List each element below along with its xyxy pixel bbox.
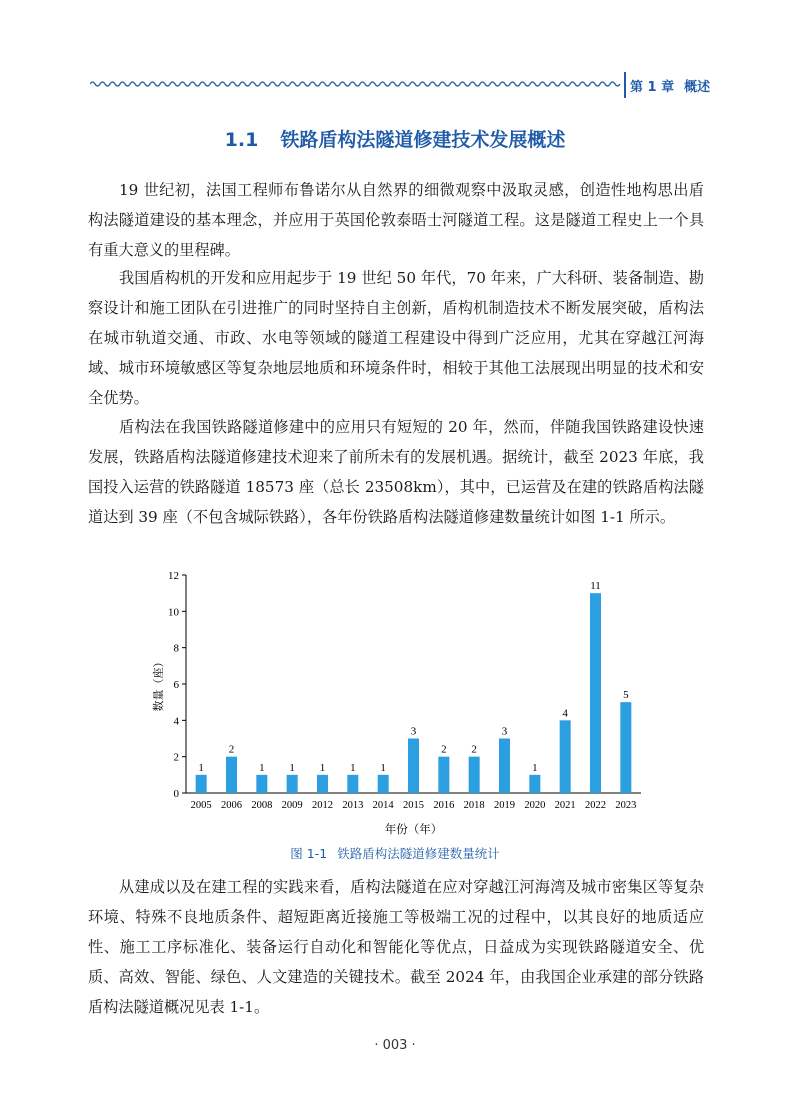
bar-value-label: 2 xyxy=(441,743,447,756)
x-tick-label: 2013 xyxy=(342,800,364,811)
bar xyxy=(438,757,449,793)
bar-value-label: 1 xyxy=(289,761,295,774)
paragraph-1: 19 世纪初，法国工程师布鲁诺尔从自然界的细微观察中汲取灵感，创造性地构思出盾构法隧道建设的基本理念，并应用于英国伦敦泰晤士河隧道工程。这是隧道工程史上一个具有重大意义的里程碑。 xyxy=(88,181,704,259)
x-tick-label: 2021 xyxy=(554,800,576,811)
bar-value-label: 1 xyxy=(259,761,265,774)
y-tick-label: 6 xyxy=(173,679,179,691)
paragraph-2: 我国盾构机的开发和应用起步于 19 世纪 50 年代，70 年来，广大科研、装备制造、勘察设计和施工团队在引进推广的同时坚持自主创新，盾构机制造技术不断发展突破，盾构法在城市轨道交通、市政、水电等领域的隧道工程建设中得到广泛应用，尤其在穿越江河海域、城市环境敏感区等复杂地层地质和环境条件时，相较于其他工法展现出明显的技术和安全优势。 xyxy=(88,269,704,407)
bar-value-label: 2 xyxy=(471,743,477,756)
y-tick-label: 12 xyxy=(168,570,179,582)
bar xyxy=(196,775,207,793)
bar-value-label: 5 xyxy=(623,689,629,702)
x-tick-label: 2016 xyxy=(433,800,455,811)
bar xyxy=(317,775,328,793)
y-tick-label: 2 xyxy=(173,751,179,764)
x-tick-label: 2019 xyxy=(494,800,515,811)
x-tick-label: 2023 xyxy=(615,800,637,811)
x-tick-label: 2005 xyxy=(190,800,212,811)
bar xyxy=(226,757,237,793)
y-tick-label: 10 xyxy=(168,606,179,619)
chapter-title: 概述 xyxy=(684,80,711,95)
x-tick-label: 2009 xyxy=(281,800,303,811)
bar xyxy=(529,775,540,793)
x-tick-label: 2022 xyxy=(585,800,606,811)
chapter-label: 第 1 章 xyxy=(630,80,675,95)
chapter-heading xyxy=(630,76,720,95)
bar xyxy=(378,775,389,793)
bar-value-label: 2 xyxy=(228,743,235,756)
bar xyxy=(256,775,267,793)
x-tick-label: 2018 xyxy=(463,800,485,811)
chart-x-axis-label: 年份（年） xyxy=(384,824,443,836)
page-header xyxy=(0,0,790,110)
bar xyxy=(287,775,298,793)
paragraph-4: 从建成以及在建工程的实践来看，盾构法隧道在应对穿越江河海湾及城市密集区等复杂环境、特殊不良地质条件、超短距离近接施工等极端工况的过程中，以其良好的地质适应性、施工工序标准化、装备运行自动化和智能化等优点，日益成为实现铁路隧道安全、优质、高效、智能、绿色、人文建造的关键技术。截至 2024 年，由我国企业承建的部分铁路盾构法隧道概况见表 1-1。 xyxy=(88,878,704,1016)
bar-value-label: 11 xyxy=(590,580,601,593)
figure-caption-text: 铁路盾构法隧道修建数量统计 xyxy=(337,846,500,861)
bar xyxy=(469,757,480,793)
y-tick-label: 8 xyxy=(173,642,179,655)
bar xyxy=(499,739,510,794)
bar xyxy=(560,720,571,793)
bar xyxy=(620,702,631,793)
section-title-text: 铁路盾构法隧道修建技术发展概述 xyxy=(280,129,566,151)
x-tick-label: 2008 xyxy=(251,800,273,811)
y-tick-label: 4 xyxy=(173,715,179,728)
bar-value-label: 3 xyxy=(410,725,417,738)
bar xyxy=(590,593,601,793)
x-tick-label: 2015 xyxy=(403,800,424,811)
y-tick-label: 0 xyxy=(173,788,179,800)
bar-chart xyxy=(150,565,650,843)
wave-decoration xyxy=(90,78,630,90)
section-number: 1.1 xyxy=(224,129,259,151)
bar-value-label: 1 xyxy=(319,761,326,774)
bar xyxy=(347,775,358,793)
x-tick-label: 2020 xyxy=(524,800,546,811)
bar-value-label: 1 xyxy=(350,761,356,774)
paragraph-3: 盾构法在我国铁路隧道修建中的应用只有短短的 20 年，然而，伴随我国铁路建设快速发展，铁路盾构法隧道修建技术迎来了前所未有的发展机遇。据统计，截至 2023 年底，我国投入运营的铁路隧道 18573 座（总长 23508km），其中，已运营及在建的铁路盾构法隧道达到 39 座（不包含城际铁路），各年份铁路盾构法隧道修建数量统计如图 1-1 所示。 xyxy=(88,418,704,526)
chart-bars xyxy=(196,580,632,793)
bar-value-label: 1 xyxy=(198,761,204,774)
figure-label: 图 1-1 xyxy=(290,846,328,861)
x-tick-label: 2012 xyxy=(312,800,333,811)
chart-y-axis-label: 数量（座） xyxy=(153,656,165,712)
header-rule xyxy=(622,72,628,98)
bar-value-label: 3 xyxy=(501,725,508,738)
bar-value-label: 1 xyxy=(532,761,538,774)
page-number: · 003 · xyxy=(374,1038,416,1053)
x-tick-label: 2006 xyxy=(221,800,242,811)
section-title xyxy=(0,125,790,152)
figure-caption xyxy=(0,844,790,862)
x-tick-label: 2014 xyxy=(372,800,394,811)
bar xyxy=(408,739,419,794)
bar-value-label: 4 xyxy=(562,707,568,720)
bar-value-label: 1 xyxy=(380,761,386,774)
